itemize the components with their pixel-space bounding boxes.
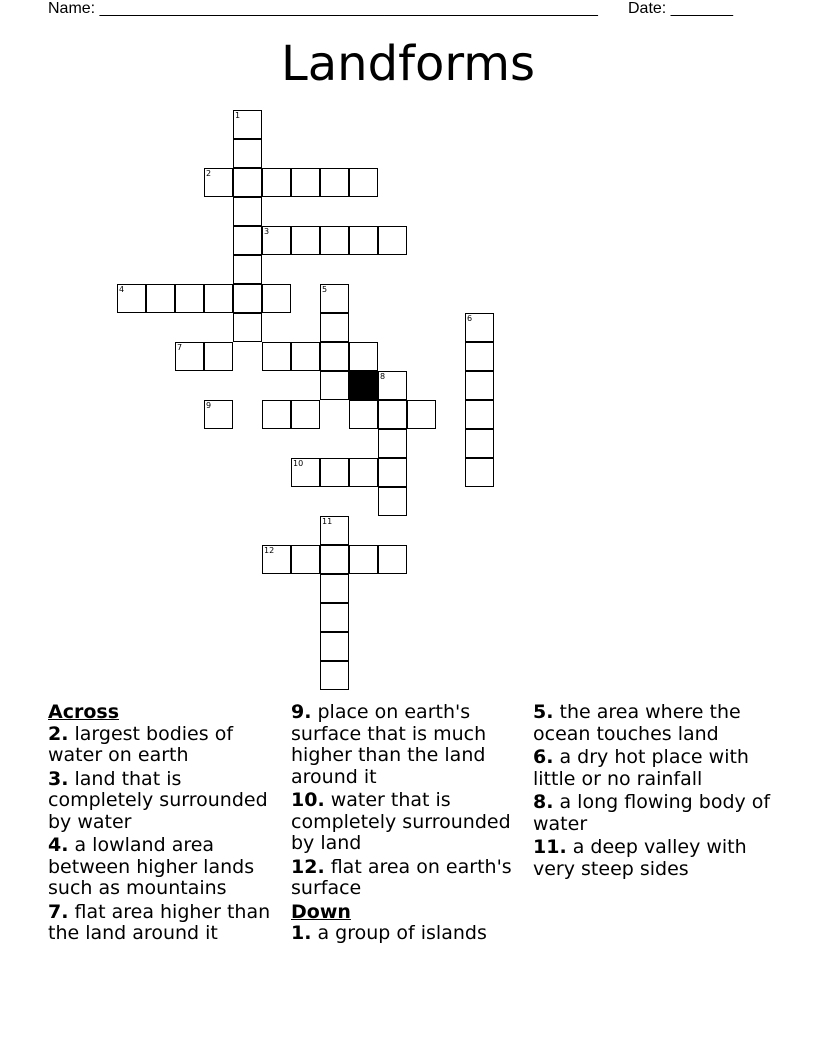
- clues-column-3: [533, 702, 773, 882]
- clue-item-number: 8.: [533, 791, 554, 813]
- clue-number: 10: [293, 459, 304, 468]
- crossword-cell-4[interactable]: [117, 284, 146, 313]
- crossword-cell[interactable]: [291, 400, 320, 429]
- clue-item-text: a lowland area between higher lands such as mountains: [48, 834, 255, 899]
- crossword-cell[interactable]: [320, 603, 349, 632]
- clue-item: [48, 902, 283, 945]
- clue-item: [533, 702, 773, 745]
- clue-item-number: 6.: [533, 746, 554, 768]
- crossword-cell[interactable]: [320, 545, 349, 574]
- clue-number: 1: [235, 111, 241, 120]
- clue-item-number: 4.: [48, 834, 69, 856]
- crossword-cell[interactable]: [291, 545, 320, 574]
- crossword-cell[interactable]: [291, 168, 320, 197]
- crossword-cell[interactable]: [262, 342, 291, 371]
- crossword-cell-7[interactable]: [175, 342, 204, 371]
- crossword-cell[interactable]: [349, 168, 378, 197]
- clue-item-number: 7.: [48, 900, 69, 923]
- crossword-cell-11[interactable]: [320, 516, 349, 545]
- crossword-cell[interactable]: [465, 400, 494, 429]
- crossword-cell[interactable]: [233, 284, 262, 313]
- crossword-cell-12[interactable]: [262, 545, 291, 574]
- clues-column-1: [48, 702, 283, 947]
- clue-item-number: 11.: [533, 836, 567, 858]
- crossword-cell-5[interactable]: [320, 284, 349, 313]
- clue-number: 7: [177, 343, 183, 352]
- clue-number: 4: [119, 285, 125, 294]
- crossword-cell[interactable]: [378, 545, 407, 574]
- clue-number: 6: [467, 314, 473, 323]
- clue-item: [291, 702, 526, 788]
- clue-item: [533, 837, 773, 880]
- clue-item-text: flat area higher than the land around it: [48, 900, 271, 944]
- crossword-cell[interactable]: [320, 313, 349, 342]
- clue-heading: Down: [291, 900, 351, 923]
- clue-item-number: 9.: [291, 701, 312, 723]
- crossword-cell[interactable]: [233, 139, 262, 168]
- clue-item: [291, 923, 526, 945]
- clue-item-text: a dry hot place with little or no rainfall: [533, 746, 749, 790]
- clue-number: 12: [264, 546, 275, 555]
- clue-number: 9: [206, 401, 212, 410]
- crossword-cell[interactable]: [349, 342, 378, 371]
- crossword-cell[interactable]: [320, 342, 349, 371]
- crossword-cell[interactable]: [233, 168, 262, 197]
- crossword-cell[interactable]: [146, 284, 175, 313]
- name-field[interactable]: Name: ________________________________________________________: [48, 0, 598, 17]
- clue-item-text: a deep valley with very steep sides: [533, 836, 747, 880]
- clue-item-number: 2.: [48, 722, 69, 745]
- clue-item-text: place on earth's surface that is much higher than the land around it: [291, 701, 487, 788]
- crossword-cell[interactable]: [233, 313, 262, 342]
- crossword-cell[interactable]: [378, 429, 407, 458]
- clue-item-number: 10.: [291, 789, 325, 811]
- clue-item: [291, 857, 526, 900]
- clue-item-text: largest bodies of water on earth: [48, 722, 234, 766]
- clue-item-number: 12.: [291, 855, 325, 878]
- crossword-cell[interactable]: [233, 197, 262, 226]
- crossword-cell[interactable]: [378, 487, 407, 516]
- crossword-cell[interactable]: [262, 168, 291, 197]
- crossword-cell[interactable]: [291, 342, 320, 371]
- crossword-cell[interactable]: [233, 255, 262, 284]
- clue-item-number: 5.: [533, 701, 554, 723]
- clue-number: 5: [322, 285, 328, 294]
- crossword-cell-10[interactable]: [291, 458, 320, 487]
- clue-item: [291, 790, 526, 855]
- crossword-cell[interactable]: [465, 342, 494, 371]
- clue-number: 2: [206, 169, 212, 178]
- crossword-cell[interactable]: [204, 342, 233, 371]
- clue-item-text: water that is completely surrounded by land: [291, 789, 511, 854]
- crossword-cell[interactable]: [465, 458, 494, 487]
- crossword-cell[interactable]: [262, 284, 291, 313]
- clue-item-text: the area where the ocean touches land: [533, 701, 741, 745]
- crossword-cell-3[interactable]: [262, 226, 291, 255]
- crossword-cell[interactable]: [320, 661, 349, 690]
- clue-number: 11: [322, 517, 333, 526]
- crossword-cell[interactable]: [378, 400, 407, 429]
- clue-item-text: a long flowing body of water: [533, 791, 771, 835]
- clue-item: [533, 792, 773, 835]
- crossword-cell[interactable]: [465, 429, 494, 458]
- crossword-cell[interactable]: [233, 226, 262, 255]
- crossword-cell[interactable]: [291, 226, 320, 255]
- crossword-cell[interactable]: [320, 168, 349, 197]
- clues-column-2: [291, 702, 526, 947]
- clue-item-number: 3.: [48, 767, 69, 790]
- clue-item-text: a group of islands: [317, 922, 487, 944]
- clue-item: [48, 835, 283, 900]
- crossword-cell-8[interactable]: [378, 371, 407, 400]
- crossword-cell[interactable]: [465, 371, 494, 400]
- crossword-cell[interactable]: [262, 400, 291, 429]
- clue-number: 3: [264, 227, 270, 236]
- crossword-cell[interactable]: [320, 632, 349, 661]
- crossword-cell[interactable]: [320, 226, 349, 255]
- clue-number: 8: [380, 372, 386, 381]
- crossword-cell-9[interactable]: [204, 400, 233, 429]
- crossword-cell[interactable]: [320, 458, 349, 487]
- crossword-cell-2[interactable]: [204, 168, 233, 197]
- clue-item-text: land that is completely surrounded by water: [48, 767, 268, 833]
- crossword-cell[interactable]: [204, 284, 233, 313]
- date-field[interactable]: Date: _______: [628, 0, 733, 17]
- crossword-cell[interactable]: [349, 400, 378, 429]
- crossword-black-cell: [349, 371, 378, 400]
- clue-item: [48, 724, 283, 767]
- crossword-cell-6[interactable]: [465, 313, 494, 342]
- crossword-cell[interactable]: [175, 284, 204, 313]
- crossword-cell[interactable]: [378, 226, 407, 255]
- page-title: Landforms: [281, 36, 535, 92]
- clue-item-text: flat area on earth's surface: [291, 855, 512, 899]
- crossword-cell[interactable]: [320, 574, 349, 603]
- crossword-cell[interactable]: [349, 458, 378, 487]
- crossword-cell[interactable]: [349, 226, 378, 255]
- crossword-cell[interactable]: [320, 371, 349, 400]
- clue-item-number: 1.: [291, 922, 312, 944]
- crossword-cell-1[interactable]: [233, 110, 262, 139]
- clue-heading: Across: [48, 701, 120, 723]
- crossword-cell[interactable]: [407, 400, 436, 429]
- crossword-cell[interactable]: [349, 545, 378, 574]
- clue-item: [48, 769, 283, 834]
- clue-item: [533, 747, 773, 790]
- crossword-cell[interactable]: [378, 458, 407, 487]
